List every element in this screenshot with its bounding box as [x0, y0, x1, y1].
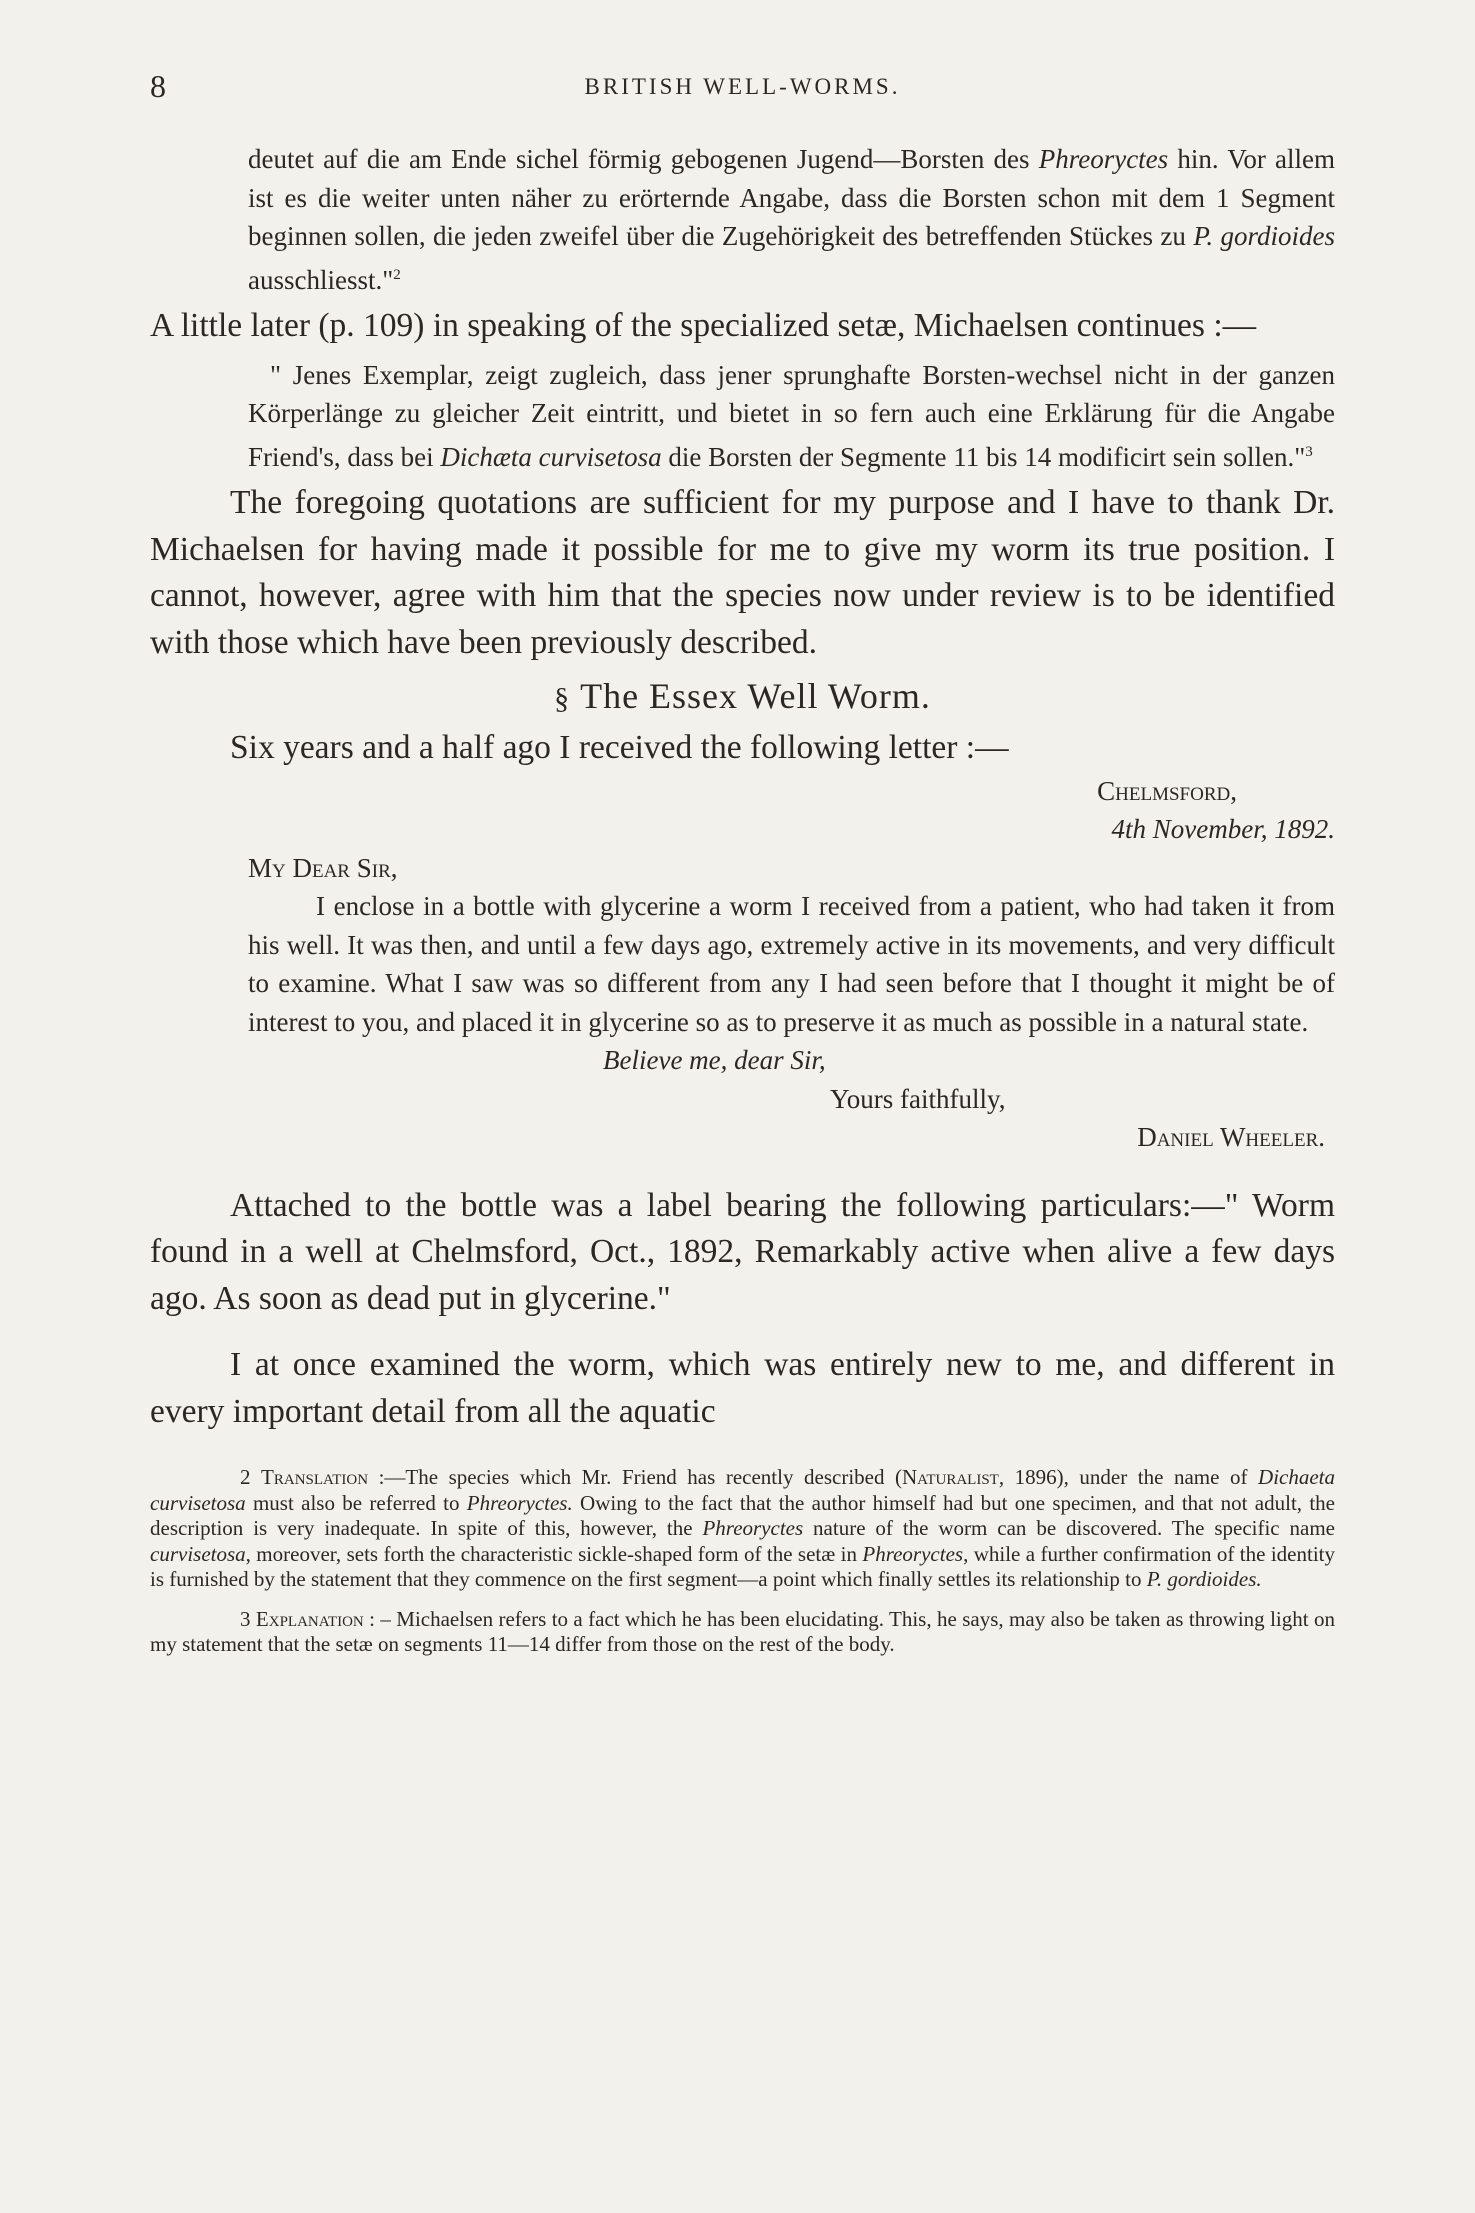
- paragraph-examined-worm: I at once examined the worm, which was entirely new to me, and different in every important detail from all the aquatic: [150, 1346, 1335, 1430]
- fn2-naturalist: Naturalist: [902, 1465, 999, 1489]
- quote2-italic: Dichæta curvisetosa: [440, 441, 662, 472]
- footnotes: [150, 1465, 1335, 1658]
- fn2-italic-1: Dichaeta curvisetosa: [150, 1465, 1336, 1515]
- footnote-ref-2: 2: [393, 266, 401, 283]
- quote1-italic-a: Phreoryctes: [1038, 144, 1169, 174]
- letter-salutation: My Dear Sir,: [248, 852, 398, 883]
- fn2-italic-4: curvisetosa: [150, 1541, 246, 1566]
- letter-date: 4th November, 1892.: [1111, 814, 1335, 844]
- letter-signature: Daniel Wheeler.: [1137, 1122, 1325, 1152]
- fn2-text-1: :—The species which Mr. Friend has recently described (: [368, 1465, 903, 1489]
- quote2-text-b: die Borsten der Segmente 11 bis 14 modificirt sein sollen.": [661, 441, 1306, 472]
- letter-block: [150, 772, 1335, 1157]
- fn3-text-1: : – Michaelsen refers to a fact which he has been elucidating. This, he says, may also be taken as throwing light on my statement that the setæ on segments 11—14 differ from those on the rest of the body.: [150, 1606, 1335, 1656]
- quote1-number: 1: [1216, 182, 1230, 213]
- fn2-italic-2: Phreoryctes.: [466, 1490, 573, 1515]
- paragraph-received-letter: Six years and a half ago I received the following letter :—: [230, 729, 1009, 766]
- fn2-italic-5: Phreoryctes: [862, 1541, 964, 1566]
- running-title: BRITISH WELL-WORMS.: [584, 74, 901, 99]
- fn2-text-6: , moreover, sets forth the characteristic sickle-shaped form of the setæ in: [245, 1541, 863, 1566]
- footnote-2-label: Translation: [261, 1465, 369, 1489]
- letter-place: Chelmsford,: [1097, 775, 1237, 806]
- paragraph-michaelsen-continues: A little later (p. 109) in speaking of the specialized setæ, Michaelsen continues :—: [150, 307, 1257, 344]
- german-quote-2: [150, 356, 1335, 477]
- letter-body: I enclose in a bottle with glycerine a worm I received from a patient, who had taken it from his well. It was then, and until a few days ago, extremely active in its movements, and very difficult to examine. What I saw was so different from any I had seen before that I thought it might be of interest to you, and placed it in glycerine so as to preserve it as much as possible in a natural state.: [248, 891, 1335, 1037]
- letter-closing-1: Believe me, dear Sir,: [603, 1045, 826, 1075]
- footnote-ref-3: 3: [1305, 443, 1313, 460]
- page-number: 8: [150, 68, 166, 104]
- fn2-text-2: , 1896), under the name of: [998, 1465, 1259, 1489]
- page-header: [150, 68, 1335, 108]
- quote1-text-c: Segment beginnen sollen, die jeden zweifel über die Zugehörigkeit des betreffenden Stückes zu: [248, 182, 1335, 251]
- quote1-text-d: ausschliesst.": [248, 264, 394, 295]
- fn2-italic-3: Phreoryctes: [702, 1516, 804, 1540]
- footnote-2: [150, 1465, 1335, 1593]
- fn2-text-4: Owing to the fact that the author himself had but one specimen, and that not adult, the description is very inadequate. In spite of this, however, the: [150, 1490, 1336, 1540]
- quote2-text-a: " Jenes Exemplar, zeigt zugleich, dass jener sprunghafte Borsten-wechsel nicht in der ganzen Körperlänge zu gleicher Zeit eintritt, und bietet in so fern auch eine Erklärung für die Angabe Friend's, dass bei: [248, 359, 1335, 472]
- fn2-text-7: , while a further confirmation of the identity is furnished by the statement that they commence on the first segment—a point which finally settles its relationship to: [150, 1541, 1335, 1591]
- german-quote-1: [150, 140, 1335, 299]
- page-body: [150, 140, 1335, 1658]
- footnote-3-number: 3: [240, 1606, 251, 1631]
- section-title: The Essex Well Worm.: [580, 676, 931, 716]
- quote1-text-a: deutet auf die am Ende sichel förmig gebogenen Jugend—Borsten des: [248, 144, 1039, 174]
- paragraph-foregoing-quotations: The foregoing quotations are sufficient for my purpose and I have to thank Dr. Michaelsen for having made it possible for me to give my worm its true position. I cannot, however, agree with him that the species now under review is to be identified with those which have been previously described.: [150, 484, 1335, 661]
- fn2-italic-6: P. gordioides.: [1146, 1567, 1262, 1591]
- footnote-3-label: Explanation: [255, 1606, 364, 1631]
- quote1-text-b: hin. Vor allem ist es die weiter unten näher zu erörternde Angabe, dass die Borsten schon mit dem: [248, 144, 1335, 213]
- section-symbol: §: [554, 682, 571, 715]
- letter-closing-2: Yours faithfully,: [830, 1083, 1006, 1114]
- section-heading: [150, 672, 1335, 723]
- footnote-2-number: 2: [240, 1465, 251, 1489]
- paragraph-label-particulars: Attached to the bottle was a label bearing the following particulars:—" Worm found in a well at Chelmsford, Oct., 1892, Remarkably active when alive a few days ago. As soon as dead put in glycerine.": [150, 1186, 1335, 1317]
- fn2-text-3: must also be referred to: [245, 1490, 467, 1515]
- quote1-italic-b: P. gordioides: [1193, 221, 1335, 251]
- footnote-3: [150, 1607, 1335, 1658]
- fn2-text-5: nature of the worm can be discovered. The specific name: [803, 1516, 1335, 1540]
